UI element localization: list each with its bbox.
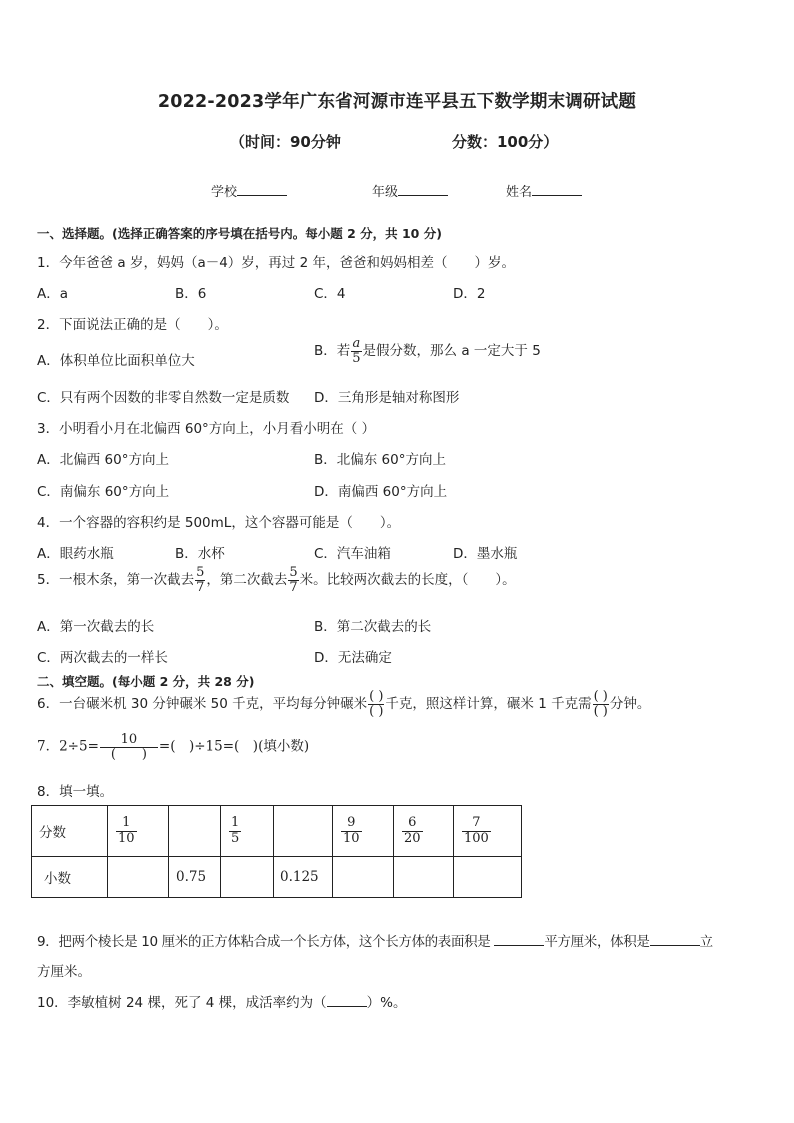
question-2-stem: 2．下面说法正确的是（ ）。: [37, 317, 228, 333]
q5-option-b[interactable]: B．第二次截去的长: [314, 619, 432, 635]
q3-option-b[interactable]: B．北偏东 60°方向上: [314, 452, 446, 468]
question-3-stem: 3．小明看小月在北偏西 60°方向上，小月看小明在（ ）: [37, 421, 376, 437]
q2-option-d[interactable]: D．三角形是轴对称图形: [314, 390, 460, 406]
question-10-stem: [37, 991, 406, 1011]
table-cell[interactable]: [108, 857, 169, 898]
name-field[interactable]: [506, 181, 582, 200]
q7-suffix: =( )÷15=( )(填小数): [158, 738, 310, 755]
school-blank[interactable]: [237, 195, 287, 196]
fraction-5-7: [288, 566, 298, 594]
cell-fraction: $\frac{6}{20}$: [404, 815, 421, 846]
q4-option-c[interactable]: C．汽车油箱: [314, 546, 391, 562]
question-5-stem: [37, 566, 516, 594]
cell-fraction: $\frac{1}{10}$: [118, 815, 135, 846]
fraction-5-7: [195, 566, 205, 594]
q3-option-d[interactable]: D．南偏西 60°方向上: [314, 484, 448, 500]
fraction-numerator: 5: [289, 565, 298, 580]
grade-blank[interactable]: [398, 195, 448, 196]
q1-option-d[interactable]: D．2: [453, 286, 486, 302]
q5-option-c[interactable]: C．两次截去的一样长: [37, 650, 168, 666]
q9-stem-part: 立: [699, 934, 713, 950]
q3-option-a[interactable]: A．北偏西 60°方向上: [37, 452, 169, 468]
table-row: [32, 806, 522, 857]
fraction-denominator: ( ): [110, 746, 147, 762]
question-8-stem: 8．填一填。: [37, 784, 114, 800]
q4-option-d[interactable]: D．墨水瓶: [453, 546, 518, 562]
cell-fraction: $\frac{9}{10}$: [343, 815, 360, 846]
question-1-stem: 1．今年爸爸 a 岁，妈妈（a－4）岁，再过 2 年，爸爸和妈妈相差（ ）岁。: [37, 255, 515, 271]
page-title: 2022-2023学年广东省河源市连平县五下数学期末调研试题: [157, 92, 637, 112]
name-label: 姓名: [506, 185, 533, 200]
q7-prefix: 7．2÷5=: [37, 738, 99, 755]
question-4-stem: 4．一个容器的容积约是 500mL，这个容器可能是（ ）。: [37, 515, 401, 531]
table-cell[interactable]: [333, 806, 394, 857]
table-cell[interactable]: [169, 806, 221, 857]
q2-option-b-pre: B．若: [314, 343, 351, 360]
q5-option-a[interactable]: A．第一次截去的长: [37, 619, 155, 635]
fraction-denominator: ( ): [369, 703, 384, 719]
table-cell[interactable]: [394, 806, 454, 857]
section-heading-choice: 一、选择题。(选择正确答案的序号填在括号内。每小题 2 分，共 10 分): [37, 226, 442, 241]
table-cell[interactable]: 0.125: [274, 857, 333, 898]
section-heading-fill: 二、填空题。(每小题 2 分，共 28 分): [37, 674, 255, 689]
fraction-decimal-table: [31, 805, 522, 898]
q4-option-b[interactable]: B．水杯: [175, 546, 225, 562]
question-9-line1: [37, 930, 713, 950]
cell-fraction: $\frac{7}{100}$: [464, 815, 489, 846]
table-cell[interactable]: [108, 806, 169, 857]
blank-fraction[interactable]: [593, 690, 609, 718]
table-cell[interactable]: [221, 806, 274, 857]
table-cell[interactable]: [221, 857, 274, 898]
fraction-numerator: a: [352, 336, 361, 351]
table-cell[interactable]: 0.75: [169, 857, 221, 898]
question-7-stem: [37, 733, 309, 761]
answer-blank[interactable]: [327, 1006, 367, 1007]
q2-option-a[interactable]: A．体积单位比面积单位大: [37, 353, 195, 369]
fraction-denominator: 7: [196, 579, 205, 595]
q1-option-b[interactable]: B．6: [175, 286, 207, 302]
school-field[interactable]: [211, 181, 287, 200]
q1-option-a[interactable]: A．a: [37, 286, 69, 302]
q5-stem-part: ，第二次截去: [206, 572, 288, 589]
fraction-denominator: 7: [289, 579, 298, 595]
q2-option-b[interactable]: [314, 337, 541, 365]
name-blank[interactable]: [532, 195, 582, 196]
table-cell[interactable]: [394, 857, 454, 898]
q5-stem-part: 5．一根木条，第一次截去: [37, 572, 195, 589]
fraction-numerator: 5: [196, 565, 205, 580]
fraction-numerator: 10: [100, 733, 158, 748]
q6-stem-part: 6．一台碾米机 30 分钟碾米 50 千克，平均每分钟碾米: [37, 696, 368, 713]
q5-option-d[interactable]: D．无法确定: [314, 650, 392, 666]
q6-stem-part: 千克，照这样计算，碾米 1 千克需: [385, 696, 592, 713]
school-label: 学校: [211, 185, 238, 200]
question-9-line2: 方厘米。: [37, 964, 91, 980]
fraction-numerator: ( ): [593, 689, 608, 704]
q2-option-c[interactable]: C．只有两个因数的非零自然数一定是质数: [37, 390, 290, 406]
q10-stem-part: ）%。: [366, 995, 407, 1011]
exam-time: （时间：90分钟: [230, 133, 341, 151]
table-cell[interactable]: [454, 857, 522, 898]
answer-blank[interactable]: [494, 945, 544, 946]
question-6-stem: [37, 690, 650, 718]
q1-option-c[interactable]: C．4: [314, 286, 346, 302]
q10-stem-part: 10．李敏植树 24 棵，死了 4 棵，成活率约为（: [37, 995, 327, 1011]
grade-field[interactable]: [372, 181, 448, 200]
fraction-10-over-blank[interactable]: [100, 733, 158, 761]
fraction-denominator: 5: [352, 350, 361, 366]
fraction-a-over-5: [351, 337, 361, 365]
q3-option-c[interactable]: C．南偏东 60°方向上: [37, 484, 170, 500]
exam-score: 分数：100分）: [452, 133, 559, 151]
table-cell[interactable]: [454, 806, 522, 857]
row-label-decimal: 小数: [32, 857, 108, 898]
fraction-denominator: ( ): [593, 703, 608, 719]
grade-label: 年级: [372, 185, 399, 200]
row-label-fraction: 分数: [32, 806, 108, 857]
blank-fraction[interactable]: [368, 690, 384, 718]
q9-stem-part: 平方厘米，体积是: [544, 934, 650, 950]
table-row: [32, 857, 522, 898]
q5-stem-part: 米。比较两次截去的长度，（ ）。: [299, 572, 516, 589]
q6-stem-part: 分钟。: [609, 696, 651, 713]
q2-option-b-post: 是假分数，那么 a 一定大于 5: [362, 343, 541, 360]
q4-option-a[interactable]: A．眼药水瓶: [37, 546, 114, 562]
fraction-numerator: ( ): [369, 689, 384, 704]
answer-blank[interactable]: [650, 945, 700, 946]
table-cell[interactable]: [333, 857, 394, 898]
q9-stem-part: 9．把两个棱长是 10 厘米的正方体粘合成一个长方体，这个长方体的表面积是: [37, 934, 491, 950]
cell-fraction: $\frac{1}{5}$: [231, 815, 240, 846]
table-cell[interactable]: [274, 806, 333, 857]
